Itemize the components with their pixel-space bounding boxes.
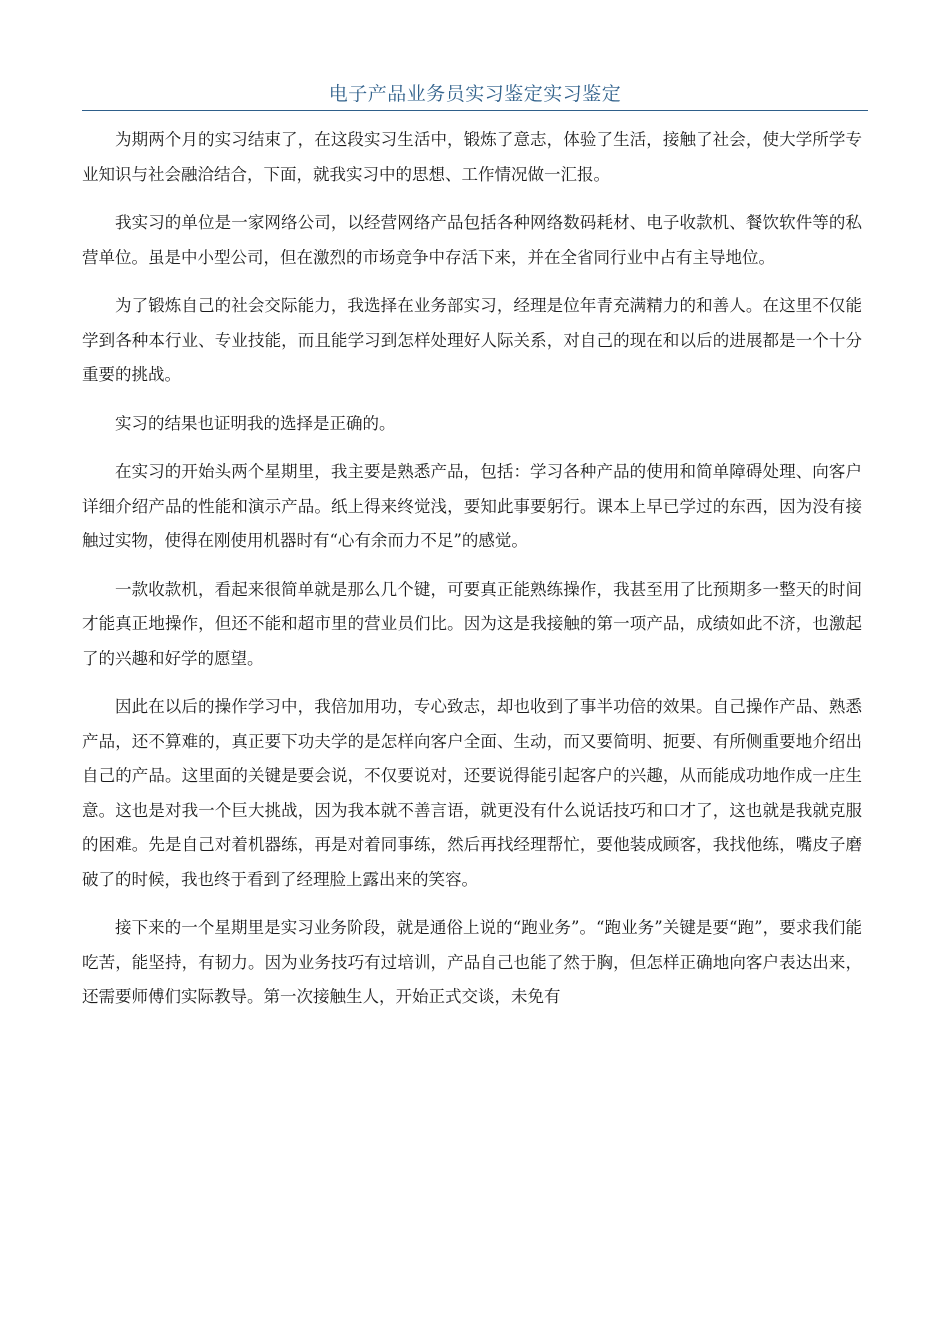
document-title: 电子产品业务员实习鉴定实习鉴定 — [328, 83, 622, 105]
document-body — [82, 123, 862, 1029]
paragraph-7: 因此在以后的操作学习中，我倍加用功，专心致志，却也收到了事半功倍的效果。自己操作产品、熟悉产品，还不算难的，真正要下功夫学的是怎样向客户全面、生动，而又要简明、扼要、有所侧重要地介绍出自己的产品。这里面的关键是要会说，不仅要说对，还要说得能引起客户的兴趣，从而能成功地作成一庄生意。这也是对我一个巨大挑战，因为我本就不善言语，就更没有什么说话技巧和口才了，这也就是我就克服的困难。先是自己对着机器练，再是对着同事练，然后再找经理帮忙，要他装成顾客，我找他练，嘴皮子磨破了的时候，我也终于看到了经理脸上露出来的笑容。 — [82, 697, 862, 889]
paragraph-3: 为了锻炼自己的社会交际能力，我选择在业务部实习，经理是位年青充满精力的和善人。在这里不仅能学到各种本行业、专业技能，而且能学习到怎样处理好人际关系，对自己的现在和以后的进展都是一个十分重要的挑战。 — [82, 296, 862, 384]
paragraph-4: 实习的结果也证明我的选择是正确的。 — [115, 413, 396, 433]
paragraph-6: 一款收款机，看起来很简单就是那么几个键，可要真正能熟练操作，我甚至用了比预期多一整天的时间才能真正地操作，但还不能和超市里的营业员们比。因为这是我接触的第一项产品，成绩如此不济，也激起了的兴趣和好学的愿望。 — [82, 579, 862, 668]
document-header — [82, 80, 868, 111]
paragraph-5: 在实习的开始头两个星期里，我主要是熟悉产品，包括：学习各种产品的使用和简单障碍处理、向客户详细介绍产品的性能和演示产品。纸上得来终觉浅，要知此事要躬行。课本上早已学过的东西，因为没有接触过实物，使得在刚使用机器时有“心有余而力不足”的感觉。 — [82, 462, 862, 550]
paragraph-2: 我实习的单位是一家网络公司，以经营网络产品包括各种网络数码耗材、电子收款机、餐饮软件等的私营单位。虽是中小型公司，但在激烈的市场竞争中存活下来，并在全省同行业中占有主导地位。 — [82, 213, 862, 267]
paragraph-8: 接下来的一个星期里是实习业务阶段，就是通俗上说的“跑业务”。“跑业务”关键是要“跑”，要求我们能吃苦，能坚持，有韧力。因为业务技巧有过培训，产品自己也能了然于胸，但怎样正确地向客户表达出来，还需要师傅们实际教导。第一次接触生人，开始正式交谈，未免有 — [82, 918, 862, 1006]
paragraph-1: 为期两个月的实习结束了，在这段实习生活中，锻炼了意志，体验了生活，接触了社会，使大学所学专业知识与社会融洽结合，下面，就我实习中的思想、工作情况做一汇报。 — [82, 130, 862, 184]
